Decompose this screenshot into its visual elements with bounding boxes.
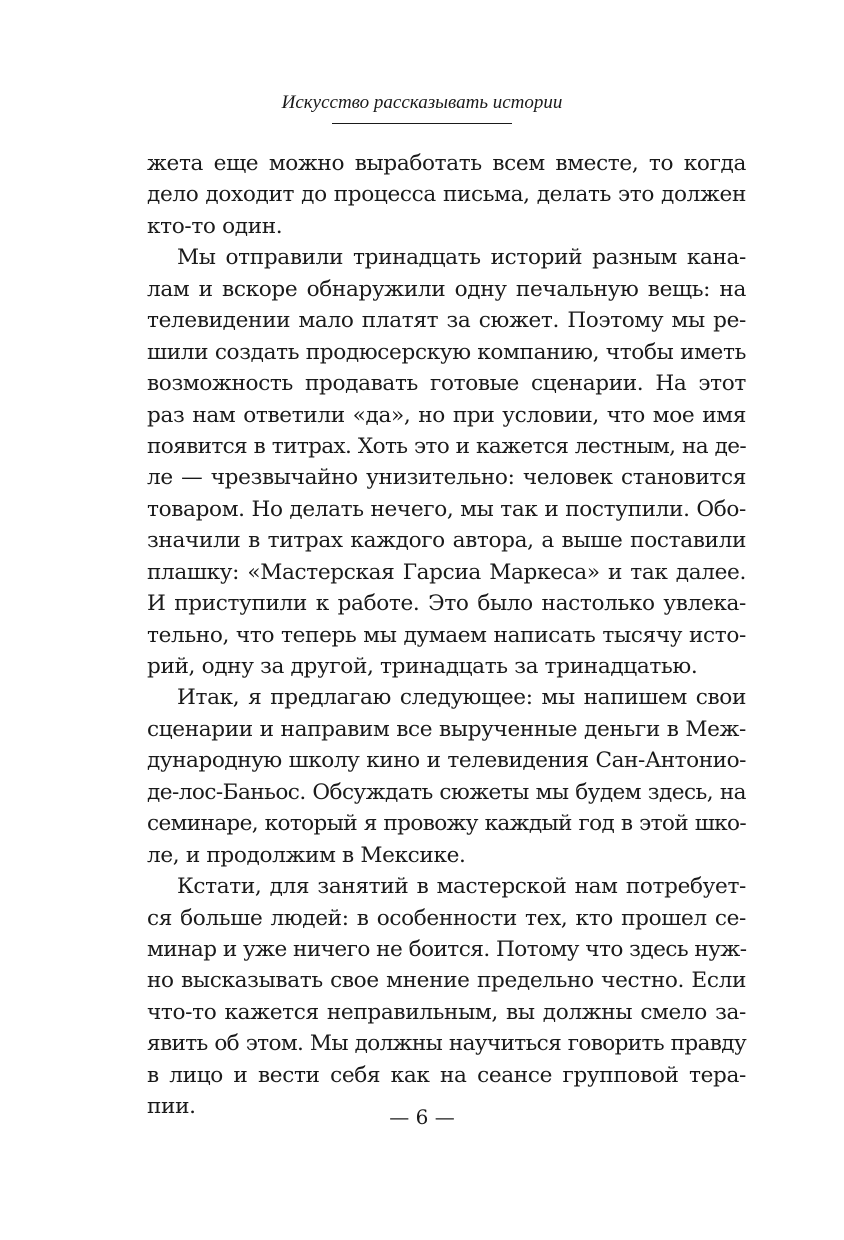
text-line: де-лос-Баньос. Обсуждать сюжеты мы будем здесь, на — [147, 779, 746, 805]
text-line: Итак, я предлагаю следующее: мы напишем свои — [177, 685, 746, 711]
text-line: плашку: «Мастерская Гарсиа Маркеса» и так далее. — [147, 559, 746, 585]
running-head-rule — [332, 123, 512, 124]
text-line: товаром. Но делать нечего, мы так и поступили. Обо- — [147, 496, 746, 522]
text-line: дународную школу кино и телевидения Сан-Антонио- — [147, 748, 746, 774]
text-line: явить об этом. Мы должны научиться говорить правду — [147, 1031, 746, 1057]
text-line: значили в титрах каждого автора, а выше поставили — [147, 528, 746, 554]
body-text — [147, 148, 746, 1123]
text-line: раз нам ответили «да», но при условии, что мое имя — [147, 402, 746, 428]
text-line: в лицо и вести себя как на сеансе групповой тера- — [147, 1062, 746, 1088]
text-line: но высказывать свое мнение предельно честно. Если — [147, 968, 746, 994]
text-line: кто-то один. — [147, 213, 283, 239]
text-line: семинаре, который я провожу каждый год в этой шко- — [147, 811, 746, 837]
running-head — [0, 92, 844, 124]
text-line: что-то кажется неправильным, вы должны смело за- — [147, 999, 746, 1025]
text-line: минар и уже ничего не боится. Потому что здесь нуж- — [147, 936, 747, 962]
page-number: — 6 — — [389, 1105, 455, 1129]
text-line: тельно, что теперь мы думаем написать тысячу исто- — [147, 622, 746, 648]
paragraph — [147, 148, 746, 242]
text-line: появится в титрах. Хоть это и кажется лестным, на де- — [147, 433, 746, 459]
text-line: лам и вскоре обнаружили одну печальную вещь: на — [147, 276, 746, 302]
text-line: И приступили к работе. Это было настолько увлека- — [147, 591, 746, 617]
text-line: дело доходит до процесса письма, делать это должен — [147, 182, 746, 208]
running-head-title: Искусство рассказывать истории — [281, 92, 563, 113]
text-line: пии. — [147, 1094, 196, 1120]
text-line: сценарии и направим все вырученные деньги в Меж- — [147, 716, 746, 742]
text-line: телевидении мало платят за сюжет. Поэтому мы ре- — [147, 308, 746, 334]
text-line: ся больше людей: в особенности тех, кто прошел се- — [147, 905, 746, 931]
text-line: шили создать продюсерскую компанию, чтобы иметь — [147, 339, 746, 365]
paragraph — [147, 871, 746, 1123]
text-line: Кстати, для занятий в мастерской нам потребует- — [177, 874, 746, 900]
text-line: ле — чрезвычайно унизительно: человек становится — [147, 465, 746, 491]
text-line: возможность продавать готовые сценарии. На этот — [147, 371, 746, 397]
paragraph — [147, 242, 746, 682]
paragraph — [147, 682, 746, 871]
text-line: жета еще можно выработать всем вместе, то когда — [147, 151, 746, 176]
text-line: Мы отправили тринадцать историй разным кана- — [177, 245, 746, 271]
text-line: ле, и продолжим в Мексике. — [147, 842, 466, 868]
text-line: рий, одну за другой, тринадцать за тринадцатью. — [147, 654, 698, 679]
